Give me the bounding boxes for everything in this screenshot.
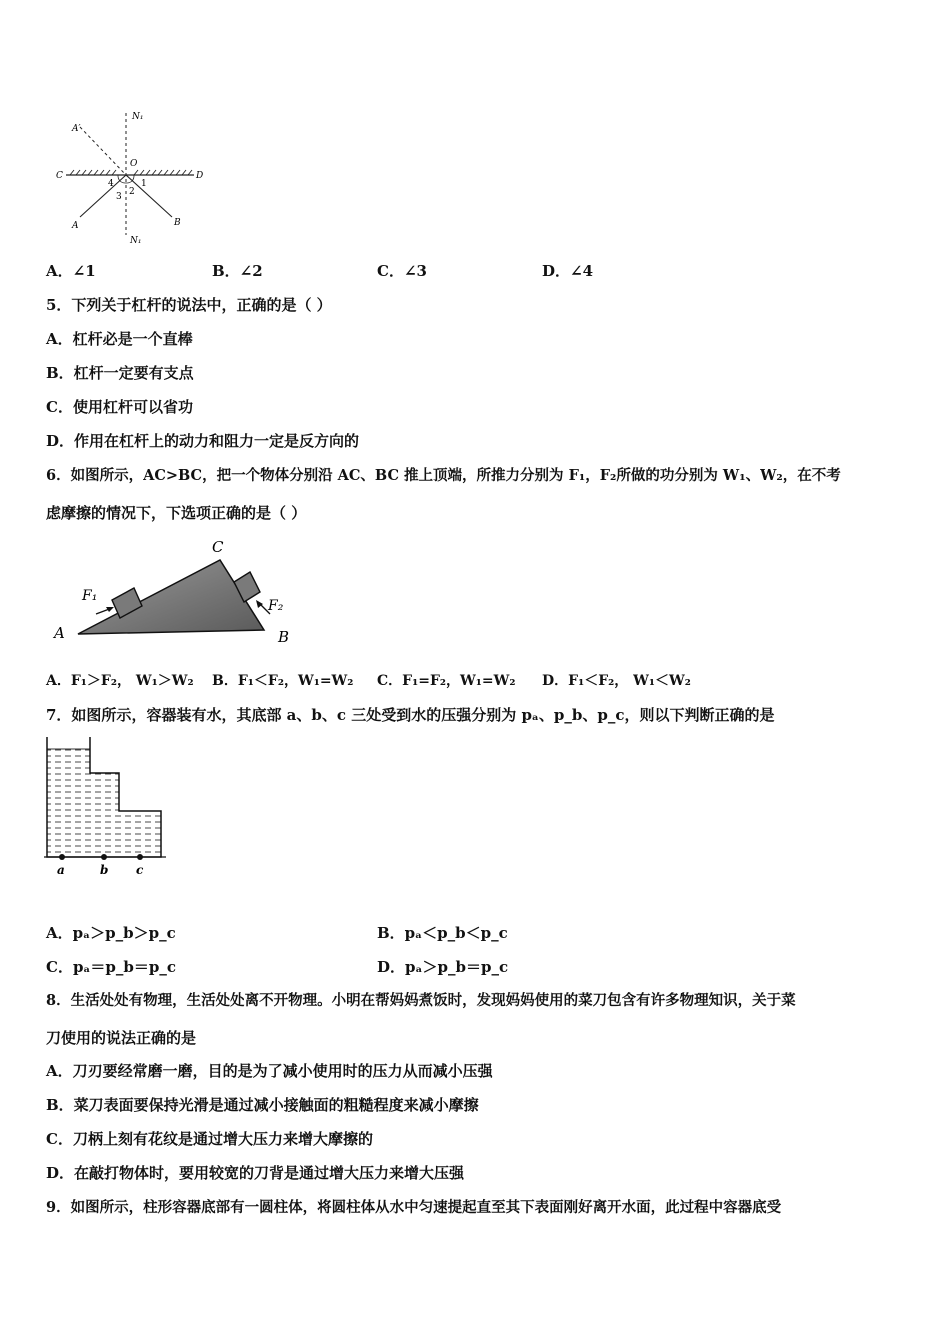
q6-option-c: C．F₁=F₂，W₁=W₂ xyxy=(377,673,516,689)
container-diagram xyxy=(44,735,169,880)
label-a-prime: A′ xyxy=(72,124,81,134)
label-b: B xyxy=(278,628,290,646)
q5-option-d: D．作用在杠杆上的动力和阻力一定是反方向的 xyxy=(46,432,360,450)
q4-option-b: B．∠2 xyxy=(212,262,263,280)
q7-option-d: D．pₐ＞p_b＝p_c xyxy=(377,958,509,976)
q6-stem-line1: 6．如图所示，AC>BC，把一个物体分别沿 AC、BC 推上顶端，所推力分别为 F₁，F₂所做的功分别为 W₁、W₂，在不考 xyxy=(46,467,841,484)
q9-stem: 9．如图所示，柱形容器底部有一圆柱体，将圆柱体从水中匀速提起直至其下表面刚好离开水面，此过程中容器底受 xyxy=(46,1199,782,1216)
label-o: O xyxy=(130,159,138,169)
label-b: B xyxy=(174,218,181,228)
label-n-bottom: N₁ xyxy=(130,236,142,246)
label-1: 1 xyxy=(141,179,147,189)
q5-option-a: A．杠杆必是一个直棒 xyxy=(46,330,193,348)
q4-option-c: C．∠3 xyxy=(377,262,427,280)
label-d: D xyxy=(196,171,204,181)
label-2: 2 xyxy=(129,187,135,197)
label-a: A xyxy=(54,624,65,642)
q8-option-c: C．刀柄上刻有花纹是通过增大压力来增大摩擦的 xyxy=(46,1130,373,1148)
incline-diagram xyxy=(48,530,308,650)
q8-stem-line1: 8．生活处处有物理，生活处处离不开物理。小明在帮妈妈煮饭时，发现妈妈使用的菜刀包含有许多物理知识，关于菜 xyxy=(46,992,796,1009)
q6-stem-line2: 虑摩擦的情况下，下选项正确的是（ ） xyxy=(46,504,307,522)
q8-option-b: B．菜刀表面要保持光滑是通过减小接触面的粗糙程度来减小摩擦 xyxy=(46,1096,479,1114)
label-4: 4 xyxy=(108,179,114,189)
label-f1: F₁ xyxy=(82,588,98,604)
q6-option-d: D．F₁＜F₂， W₁＜W₂ xyxy=(542,673,691,689)
label-a: a xyxy=(57,863,65,877)
q8-option-a: A．刀刃要经常磨一磨，目的是为了减小使用时的压力从而减小压强 xyxy=(46,1062,493,1080)
label-b: b xyxy=(100,863,109,877)
q8-stem-line2: 刀使用的说法正确的是 xyxy=(46,1029,197,1047)
label-a: A xyxy=(72,221,79,231)
q5-option-c: C．使用杠杆可以省功 xyxy=(46,398,193,416)
label-f2: F₂ xyxy=(268,598,284,614)
q4-option-a: A．∠1 xyxy=(46,262,96,280)
q5-option-b: B．杠杆一定要有支点 xyxy=(46,364,194,382)
label-c: C xyxy=(212,538,224,556)
q4-option-d: D．∠4 xyxy=(542,262,594,280)
q7-option-c: C．pₐ＝p_b＝p_c xyxy=(46,958,177,976)
q7-option-a: A．pₐ＞p_b＞p_c xyxy=(46,924,176,942)
label-c: C xyxy=(56,171,63,181)
q7-option-b: B．pₐ＜p_b＜p_c xyxy=(377,924,508,942)
q6-option-a: A．F₁＞F₂， W₁＞W₂ xyxy=(46,673,194,689)
reflection-diagram xyxy=(50,105,210,250)
q8-option-d: D．在敲打物体时，要用较宽的刀背是通过增大压力来增大压强 xyxy=(46,1164,465,1182)
q6-option-b: B．F₁＜F₂，W₁=W₂ xyxy=(212,673,354,689)
label-c: c xyxy=(136,863,144,877)
label-n-top: N₁ xyxy=(132,112,144,122)
q5-stem: 5．下列关于杠杆的说法中，正确的是（ ） xyxy=(46,296,332,314)
label-3: 3 xyxy=(116,192,122,202)
q7-stem: 7．如图所示，容器装有水，其底部 a、b、c 三处受到水的压强分别为 pₐ、p_b、p_c，则以下判断正确的是 xyxy=(46,706,775,724)
